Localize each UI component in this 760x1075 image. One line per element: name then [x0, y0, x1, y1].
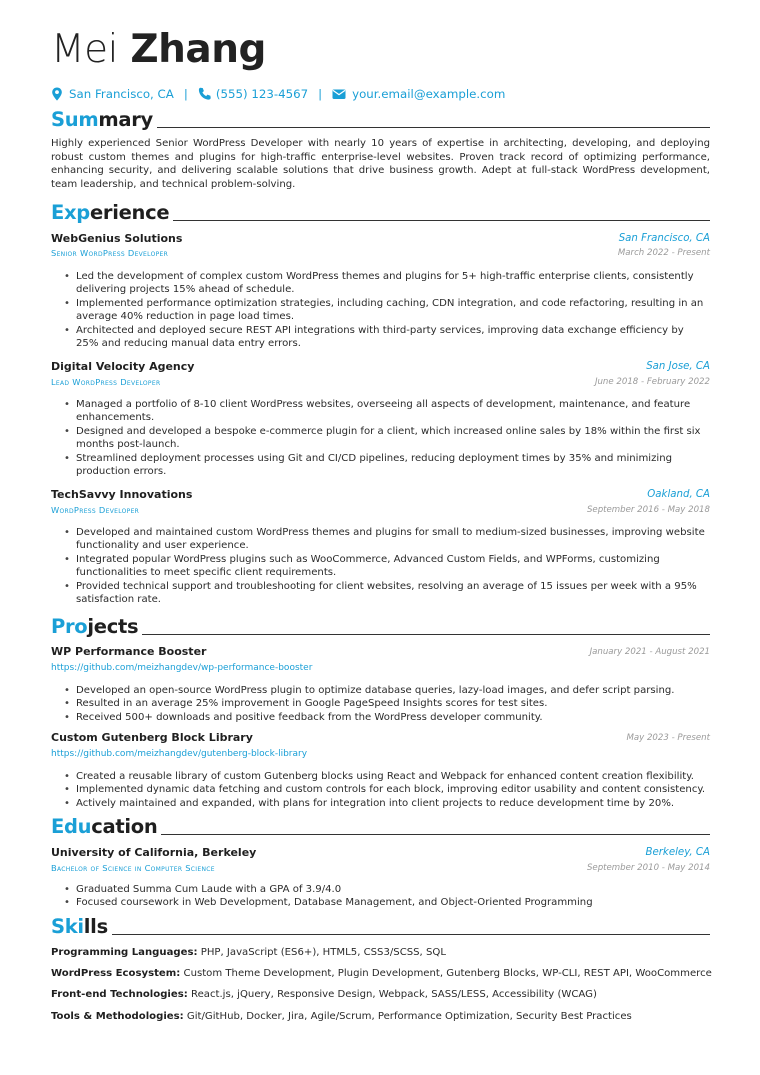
bullet-item: • Implemented dynamic data fetching and custom controls for each block, improving editor usability and content consistency. [51, 783, 710, 796]
section-divider [142, 634, 710, 635]
bullet-item: • Implemented performance optimization strategies, including caching, CDN integration, and code refactoring, resulting in an average 40% reduction in page load times. [51, 297, 710, 324]
education-bullets [51, 883, 710, 910]
job-company: Digital Velocity Agency [51, 360, 195, 373]
project-bullets [51, 770, 710, 810]
projects-heading [51, 614, 710, 638]
bullet-item: • Managed a portfolio of 8-10 client WordPress websites, overseeing all aspects of development, maintenance, and feature enhancements. [51, 398, 710, 425]
job-bullets [51, 526, 710, 606]
bullet-item: • Integrated popular WordPress plugins such as WooCommerce, Advanced Custom Fields, and WPForms, customizing functionalities to meet specific client requirements. [51, 553, 710, 580]
skill-label: Tools & Methodologies: [51, 1011, 184, 1022]
skills-heading-rest: lls [83, 915, 108, 938]
projects-heading-rest: jects [87, 615, 139, 638]
job-title [51, 247, 168, 259]
section-divider [112, 934, 710, 935]
job-company: WebGenius Solutions [51, 232, 183, 245]
section-divider [161, 834, 710, 835]
phone-text[interactable]: (555) 123-4567 [215, 86, 309, 101]
job-dates: September 2016 - May 2018 [586, 505, 710, 515]
bullet-item: • Developed and maintained custom WordPress themes and plugins for small to medium-sized businesses, improving website functionality and user experience. [51, 526, 710, 553]
project-bullets [51, 684, 710, 724]
bullet-item: • Streamlined deployment processes using Git and CI/CD pipelines, reducing deployment times by 35% and minimizing production errors. [51, 452, 710, 479]
skill-label: WordPress Ecosystem: [51, 968, 181, 979]
job-bullets [51, 270, 710, 350]
bullet-item: • Focused coursework in Web Development, Database Management, and Object-Oriented Programming [51, 896, 710, 909]
project-link[interactable]: https://github.com/meizhangdev/wp-performance-booster [51, 663, 313, 673]
project-dates: January 2021 - August 2021 [589, 647, 710, 657]
projects-heading-accent: Pro [51, 615, 88, 638]
project-name: Custom Gutenberg Block Library [51, 731, 253, 744]
experience-heading-rest: erience [89, 201, 170, 224]
summary-heading-rest: mary [98, 108, 153, 131]
location-text: San Francisco, CA [69, 86, 174, 101]
bullet-item: • Designed and developed a bespoke e-commerce plugin for a client, which increased online sales by 18% within the first six months post-launch. [51, 425, 710, 452]
email-link[interactable]: your.email@example.com [352, 86, 506, 101]
email-item[interactable] [332, 87, 505, 101]
section-divider [173, 220, 710, 221]
skills-heading [51, 914, 710, 938]
skill-row [51, 1010, 710, 1024]
skill-value: React.js, jQuery, Responsive Design, Webpack, SASS/LESS, Accessibility (WCAG) [191, 989, 597, 1000]
skill-value: Git/GitHub, Docker, Jira, Agile/Scrum, Performance Optimization, Security Best Practices [186, 1011, 632, 1022]
bullet-item: • Graduated Summa Cum Laude with a GPA of 3.9/4.0 [51, 883, 710, 896]
skill-row [51, 988, 710, 1002]
job-location: Oakland, CA [647, 489, 710, 500]
bullet-item: • Received 500+ downloads and positive feedback from the WordPress developer community. [51, 711, 710, 724]
job-dates: June 2018 - February 2022 [594, 377, 710, 387]
job-location: San Francisco, CA [618, 233, 710, 244]
contact-line [51, 85, 505, 102]
bullet-item: • Architected and deployed secure REST API integrations with third-party services, improving data exchange efficiency by 25% and reducing manual data entry errors. [51, 324, 710, 351]
degree [51, 862, 215, 874]
project-link[interactable]: https://github.com/meizhangdev/gutenberg-block-library [51, 749, 308, 759]
envelope-icon [332, 87, 346, 101]
job-title-text: Senior WordPress Developer [51, 248, 169, 258]
skill-row [51, 946, 710, 960]
contact-separator: | [318, 86, 323, 101]
contact-separator: | [183, 86, 188, 101]
job-title [51, 504, 139, 516]
location-item [51, 87, 174, 101]
map-pin-icon [51, 87, 63, 101]
last-name: Zhang [130, 27, 266, 72]
project-dates: May 2023 - Present [626, 733, 710, 743]
job-title-text: Lead WordPress Developer [51, 377, 161, 387]
bullet-item: • Created a reusable library of custom Gutenberg blocks using React and Webpack for enhanced content creation flexibility. [51, 770, 710, 783]
phone-icon [198, 87, 210, 101]
education-heading-accent: Edu [51, 815, 92, 838]
education-dates: September 2010 - May 2014 [586, 863, 710, 873]
summary-heading [51, 107, 710, 131]
section-divider [157, 127, 710, 128]
school-name: University of California, Berkeley [51, 846, 257, 859]
skill-label: Programming Languages: [51, 947, 198, 958]
summary-text: Highly experienced Senior WordPress Developer with nearly 10 years of expertise in architecting, developing, and deploying robust custom themes and plugins for high-traffic enterprise-level websites. Proven track record of optimizing performance, enhancing security, and delivering scalable solutions that drive business growth. Adept at full-stack WordPress development, team leadership, and technical problem-solving. [51, 138, 710, 190]
bullet-item: • Led the development of complex custom WordPress themes and plugins for 5+ high-traffic enterprise clients, consistently delivering projects 15% ahead of schedule. [51, 270, 710, 297]
job-bullets [51, 398, 710, 478]
first-name: Mei [51, 27, 118, 72]
job-company: TechSavvy Innovations [51, 488, 193, 501]
job-dates: March 2022 - Present [617, 248, 710, 258]
candidate-name [51, 24, 266, 76]
summary-heading-accent: Sum [51, 108, 99, 131]
education-heading [51, 814, 710, 838]
bullet-item: • Actively maintained and expanded, with plans for integration into client projects to reduce development time by 20%. [51, 797, 710, 810]
school-location: Berkeley, CA [645, 847, 710, 858]
bullet-item: • Developed an open-source WordPress plugin to optimize database queries, lazy-load images, and defer script parsing. [51, 684, 710, 697]
skill-value: PHP, JavaScript (ES6+), HTML5, CSS3/SCSS, SQL [200, 947, 446, 958]
experience-heading [51, 200, 710, 224]
education-heading-rest: cation [91, 815, 158, 838]
bullet-item: • Provided technical support and troubleshooting for client websites, resolving an average of 15 issues per week with a 95% satisfaction rate. [51, 580, 710, 607]
project-name: WP Performance Booster [51, 645, 207, 658]
skill-value: Custom Theme Development, Plugin Development, Gutenberg Blocks, WP-CLI, REST API, WooCommerce [183, 968, 712, 979]
job-location: San Jose, CA [646, 361, 710, 372]
skill-row [51, 967, 710, 981]
skill-label: Front-end Technologies: [51, 989, 188, 1000]
job-title-text: WordPress Developer [51, 505, 140, 515]
degree-text: Bachelor of Science in Computer Science [51, 863, 215, 873]
bullet-item: • Resulted in an average 25% improvement in Google PageSpeed Insights scores for test sites. [51, 697, 710, 710]
skills-heading-accent: Ski [51, 915, 84, 938]
job-title [51, 376, 160, 388]
experience-heading-accent: Exp [51, 201, 90, 224]
phone-item[interactable] [198, 87, 308, 101]
